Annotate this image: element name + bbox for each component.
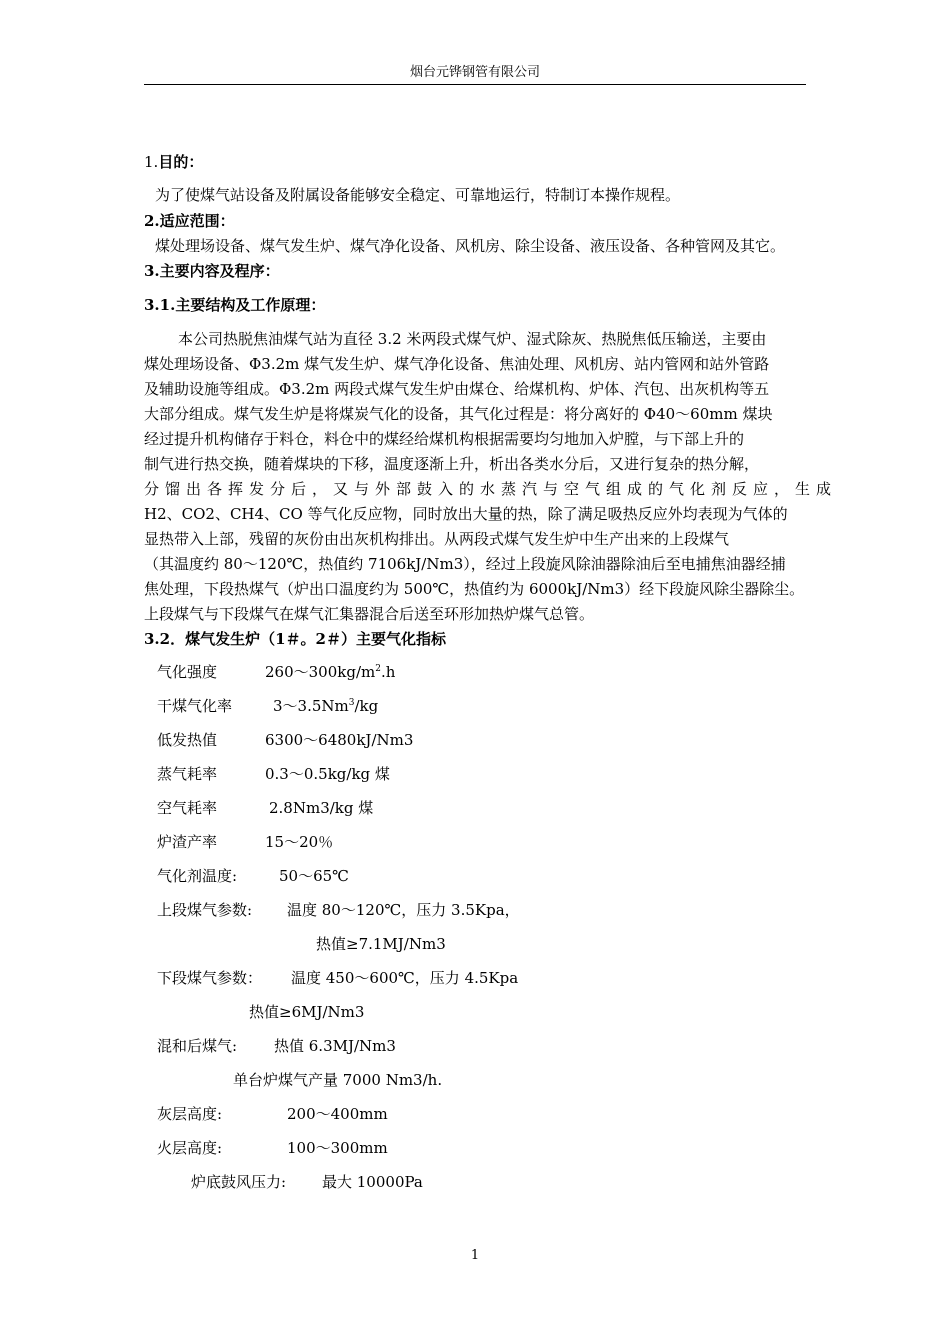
spec-value: 单台炉煤气产量 7000 Nm3/h. — [233, 1071, 443, 1089]
spec-value: 最大 10000Pa — [322, 1173, 423, 1191]
spec-value: 200～400mm — [287, 1105, 388, 1123]
spec-value: 热值≥6MJ/Nm3 — [249, 1003, 365, 1021]
paragraph-line: 煤处理场设备、Φ3.2m 煤气发生炉、煤气净化设备、焦油处理、风机房、站内管网和站外管路 — [144, 355, 770, 373]
spec-value: 15～20％ — [265, 833, 334, 851]
spec-label: 蒸气耗率 — [157, 765, 218, 783]
section-2-heading: 2.适应范围： — [144, 212, 235, 230]
spec-label: 空气耗率 — [157, 799, 218, 817]
spec-value: 热值 6.3MJ/Nm3 — [274, 1037, 396, 1055]
spec-label: 气化强度 — [157, 663, 218, 681]
spec-label: 炉渣产率 — [157, 833, 218, 851]
spec-label: 混和后煤气: — [157, 1037, 238, 1055]
spec-value: 50～65℃ — [279, 867, 349, 885]
paragraph-line: 大部分组成。煤气发生炉是将煤炭气化的设备，其气化过程是：将分离好的 Φ40～60mm 煤块 — [144, 405, 773, 423]
paragraph-line: 显热带入上部，残留的灰份由出灰机构排出。从两段式煤气发生炉中生产出来的上段煤气 — [144, 530, 730, 548]
paragraph-line: 上段煤气与下段煤气在煤气汇集器混合后送至环形加热炉煤气总管。 — [144, 605, 595, 623]
spec-value: 3～3.5Nm$^3$/kg — [273, 697, 379, 715]
section-1-title: 目的： — [158, 153, 204, 171]
section-2-body: 煤处理场设备、煤气发生炉、煤气净化设备、风机房、除尘设备、液压设备、各种管网及其它。 — [155, 237, 786, 255]
spec-label: 气化剂温度: — [157, 867, 238, 885]
spec-value: $260\sim 300kg/m^2.h$ — [265, 663, 396, 681]
paragraph-line: 及辅助设施等组成。Φ3.2m 两段式煤气发生炉由煤仓、给煤机构、炉体、汽包、出灰机构等五 — [144, 380, 770, 398]
paragraph-line: H2、CO2、CH4、CO 等气化反应物，同时放出大量的热，除了满足吸热反应外均表现为气体的 — [144, 505, 788, 523]
paragraph-line: 制气进行热交换，随着煤块的下移，温度逐渐上升，析出各类水分后，又进行复杂的热分解， — [144, 455, 760, 473]
spec-value: 热值≥7.1MJ/Nm3 — [316, 935, 446, 953]
section-3-1-heading: 3.1.主要结构及工作原理： — [144, 296, 326, 314]
spec-value: 100～300mm — [287, 1139, 388, 1157]
spec-value: 温度 450～600℃，压力 4.5Kpa — [291, 969, 519, 987]
spec-label: 炉底鼓风压力: — [191, 1173, 287, 1191]
section-1-body: 为了使煤气站设备及附属设备能够安全稳定、可靠地运行，特制订本操作规程。 — [155, 186, 681, 204]
page-header: 烟台元铧钢管有限公司 — [409, 65, 540, 80]
spec-value: 温度 80～120℃，压力 3.5Kpa， — [287, 901, 520, 919]
section-3-2-heading: 3.2．煤气发生炉（1＃。2＃）主要气化指标 — [144, 630, 446, 648]
header-rule — [144, 84, 806, 85]
spec-value: 6300～6480kJ/Nm3 — [265, 731, 414, 749]
page-number: 1 — [470, 1248, 480, 1263]
paragraph-line: 本公司热脱焦油煤气站为直径 3.2 米两段式煤气炉、湿式除灰、热脱焦低压输送，主要由 — [178, 330, 767, 348]
paragraph-line: （其温度约 80～120℃，热值约 7106kJ/Nm3），经过上段旋风除油器除油后至电捕焦油器经捕 — [144, 555, 786, 573]
spec-value: 2.8Nm3/kg 煤 — [269, 799, 374, 817]
spec-value: 0.3～0.5kg/kg 煤 — [265, 765, 390, 783]
paragraph-line: 分馏出各挥发分后，又与外部鼓入的水蒸汽与空气组成的气化剂反应，生成 — [144, 480, 838, 498]
spec-label: 火层高度: — [157, 1139, 223, 1157]
spec-label: 低发热值 — [157, 731, 218, 749]
paragraph-line: 经过提升机构储存于料仓，料仓中的煤经给煤机构根据需要均匀地加入炉膛，与下部上升的 — [144, 430, 745, 448]
spec-label: 上段煤气参数: — [157, 901, 253, 919]
section-1-heading — [144, 153, 203, 172]
section-1-number: 1. — [144, 153, 159, 171]
spec-label: 干煤气化率 — [157, 697, 233, 715]
section-3-heading: 3.主要内容及程序： — [144, 262, 280, 280]
spec-label: 下段煤气参数： — [157, 969, 263, 987]
paragraph-line: 焦处理，下段热煤气（炉出口温度约为 500℃，热值约为 6000kJ/Nm3）经下段旋风除尘器除尘。 — [144, 580, 805, 598]
spec-label: 灰层高度: — [157, 1105, 223, 1123]
